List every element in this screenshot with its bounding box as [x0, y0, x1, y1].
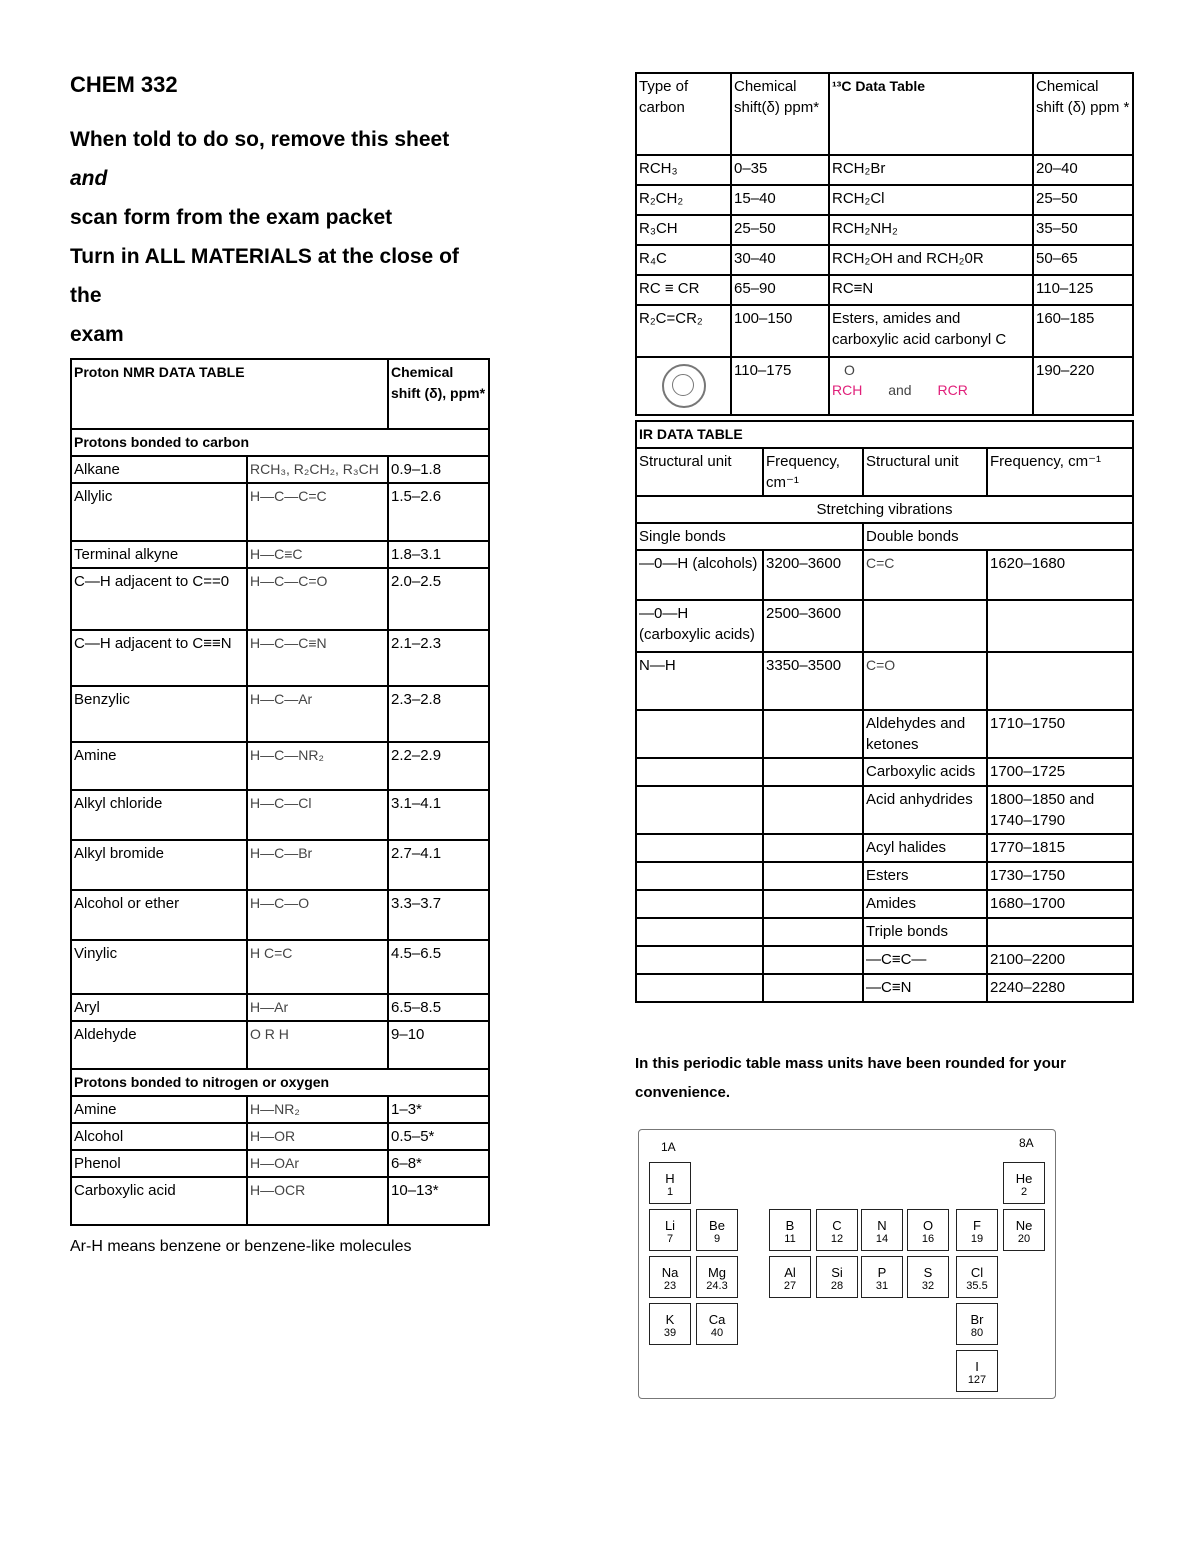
- periodic-note: In this periodic table mass units have been rounded for your convenience.: [635, 1055, 1066, 1101]
- ir-freq: 2500–3600: [763, 600, 863, 652]
- ir-row: [636, 600, 1133, 652]
- nmr-type: Vinylic: [71, 940, 247, 994]
- ir-row: [636, 946, 1133, 974]
- c13-row: [636, 185, 1133, 215]
- ir-unit2: Acid anhydrides: [863, 786, 987, 834]
- nmr-row: [71, 483, 489, 541]
- c13-shift: 15–40: [731, 185, 829, 215]
- element-mass: 27: [783, 1280, 797, 1292]
- ir-unit2: Acyl halides: [863, 834, 987, 862]
- ir-double-bonds: Double bonds: [863, 523, 1133, 550]
- nmr-row: [71, 686, 489, 742]
- c13-type: RCH₃: [636, 155, 731, 185]
- nmr-shift: 0.9–1.8: [388, 456, 489, 483]
- ir-freq2: 1730–1750: [987, 862, 1133, 890]
- nmr-row: [71, 790, 489, 840]
- c13-carbonyl-structures: O RCH and RCR: [829, 357, 1033, 415]
- c13-col-shift: Chemical shift(δ) ppm*: [731, 73, 829, 155]
- element-symbol: O: [922, 1218, 934, 1233]
- nmr-structure: H C=C: [247, 940, 388, 994]
- ir-freq: [763, 946, 863, 974]
- element-mass: 16: [921, 1233, 935, 1245]
- ir-freq: 3200–3600: [763, 550, 863, 600]
- ir-freq: [763, 974, 863, 1002]
- c13-row: [636, 275, 1133, 305]
- nmr-row: [71, 456, 489, 483]
- nmr-row: [71, 1177, 489, 1225]
- element-symbol: Be: [709, 1218, 725, 1233]
- nmr-type: C—H adjacent to C==0: [71, 568, 247, 630]
- nmr-structure: RCH₃, R₂CH₂, R₃CH: [247, 456, 388, 483]
- nmr-structure: H—C≡C: [247, 541, 388, 568]
- element-mass: 1: [666, 1186, 674, 1198]
- element-mass: 7: [666, 1233, 674, 1245]
- element-symbol: P: [877, 1265, 887, 1280]
- nmr-type: Terminal alkyne: [71, 541, 247, 568]
- ir-freq2: 1700–1725: [987, 758, 1133, 786]
- ir-freq2: [987, 600, 1133, 652]
- nmr-structure: H—C—NR₂: [247, 742, 388, 790]
- nmr-type: Aldehyde: [71, 1021, 247, 1069]
- ir-unit: N—H: [636, 652, 763, 710]
- ir-row: [636, 974, 1133, 1002]
- nmr-shift: 1–3*: [388, 1096, 489, 1123]
- element-cell: [649, 1162, 691, 1204]
- right-column: [635, 72, 1132, 1399]
- c13-type2: RCH₂Br: [829, 155, 1033, 185]
- ir-freq2: [987, 652, 1133, 710]
- ir-unit2: Aldehydes and ketones: [863, 710, 987, 758]
- ir-unit2: Carboxylic acids: [863, 758, 987, 786]
- nmr-structure: H—OR: [247, 1123, 388, 1150]
- ir-freq2: [987, 918, 1133, 946]
- ir-single-bonds: Single bonds: [636, 523, 863, 550]
- ir-unit: [636, 758, 763, 786]
- nmr-type: Carboxylic acid: [71, 1177, 247, 1225]
- course-title: CHEM 332: [70, 72, 178, 97]
- element-cell: [907, 1209, 949, 1251]
- ir-unit: [636, 786, 763, 834]
- nmr-row: [71, 742, 489, 790]
- c13-shift2: 160–185: [1033, 305, 1133, 357]
- nmr-shift: 6–8*: [388, 1150, 489, 1177]
- ir-unit: [636, 834, 763, 862]
- ir-row: [636, 758, 1133, 786]
- nmr-structure: H—Ar: [247, 994, 388, 1021]
- ir-freq2: 2100–2200: [987, 946, 1133, 974]
- c13-row: [636, 245, 1133, 275]
- element-cell: [861, 1209, 903, 1251]
- ir-freq2: 1800–1850 and 1740–1790: [987, 786, 1133, 834]
- element-mass: 11: [784, 1233, 796, 1245]
- element-mass: 40: [710, 1327, 724, 1339]
- c13-shift2: 50–65: [1033, 245, 1133, 275]
- c13-shift2: 35–50: [1033, 215, 1133, 245]
- nmr-shift: 2.7–4.1: [388, 840, 489, 890]
- element-cell: [1003, 1209, 1045, 1251]
- c13-type2: RCH₂NH₂: [829, 215, 1033, 245]
- element-mass: 28: [830, 1280, 844, 1292]
- nmr-shift: 3.1–4.1: [388, 790, 489, 840]
- c13-table: [635, 72, 1134, 416]
- element-symbol: Ne: [1015, 1218, 1033, 1233]
- element-symbol: H: [665, 1171, 675, 1186]
- c13-row: [636, 215, 1133, 245]
- ir-unit2: —C≡N: [863, 974, 987, 1002]
- c13-type2: RC≡N: [829, 275, 1033, 305]
- element-symbol: K: [665, 1312, 675, 1327]
- element-mass: 24.3: [706, 1280, 728, 1292]
- element-symbol: Li: [664, 1218, 676, 1233]
- element-mass: 80: [970, 1327, 984, 1339]
- ir-freq: 3350–3500: [763, 652, 863, 710]
- ir-row: [636, 786, 1133, 834]
- element-mass: 2: [1020, 1186, 1028, 1198]
- ir-unit2: C=C: [863, 550, 987, 600]
- c13-shift: 65–90: [731, 275, 829, 305]
- nmr-type: Allylic: [71, 483, 247, 541]
- element-mass: 20: [1017, 1233, 1031, 1245]
- ir-unit: —0—H (carboxylic acids): [636, 600, 763, 652]
- element-cell: [696, 1256, 738, 1298]
- nmr-row: [71, 940, 489, 994]
- element-symbol: Br: [970, 1312, 984, 1327]
- element-cell: [956, 1256, 998, 1298]
- nmr-shift: 2.2–2.9: [388, 742, 489, 790]
- c13-shift: 25–50: [731, 215, 829, 245]
- element-mass: 39: [663, 1327, 677, 1339]
- ir-freq: [763, 834, 863, 862]
- c13-shift: 0–35: [731, 155, 829, 185]
- c13-type2: RCH₂OH and RCH₂0R: [829, 245, 1033, 275]
- nmr-shift: 2.0–2.5: [388, 568, 489, 630]
- nmr-type: Benzylic: [71, 686, 247, 742]
- ir-unit2: Amides: [863, 890, 987, 918]
- element-cell: [696, 1303, 738, 1345]
- ir-unit: [636, 862, 763, 890]
- c13-row: [636, 155, 1133, 185]
- nmr-structure: H—C—Br: [247, 840, 388, 890]
- ir-freq: [763, 918, 863, 946]
- element-cell: [649, 1209, 691, 1251]
- element-cell: [1003, 1162, 1045, 1204]
- proton-nmr-table: [70, 358, 490, 1226]
- nmr-structure: H—OAr: [247, 1150, 388, 1177]
- ir-freq: [763, 862, 863, 890]
- nmr-type: Aryl: [71, 994, 247, 1021]
- ir-freq: [763, 890, 863, 918]
- ir-unit2: —C≡C—: [863, 946, 987, 974]
- c13-type: R₃CH: [636, 215, 731, 245]
- ir-col-unit2: Structural unit: [863, 448, 987, 496]
- nmr-shift: 0.5–5*: [388, 1123, 489, 1150]
- c13-type2: RCH₂Cl: [829, 185, 1033, 215]
- ir-row: [636, 710, 1133, 758]
- c13-benzene-shift: 110–175: [731, 357, 829, 415]
- ir-col-freq: Frequency, cm⁻¹: [763, 448, 863, 496]
- nmr-structure: H—C—C=C: [247, 483, 388, 541]
- ir-freq: [763, 758, 863, 786]
- ir-freq: [763, 710, 863, 758]
- nmr-row: [71, 541, 489, 568]
- nmr-type: Alkyl chloride: [71, 790, 247, 840]
- element-cell: [956, 1209, 998, 1251]
- nmr-structure: O R H: [247, 1021, 388, 1069]
- left-column: [70, 72, 488, 1256]
- instructions: When told to do so, remove this sheet and scan form from the exam packet Turn in ALL MATERIALS at the close of the exam: [70, 128, 459, 346]
- ir-unit: [636, 918, 763, 946]
- c13-type2: Esters, amides and carboxylic acid carbonyl C: [829, 305, 1033, 357]
- ir-freq: [763, 786, 863, 834]
- nmr-row: [71, 840, 489, 890]
- nmr-row: [71, 1123, 489, 1150]
- c13-type: RC ≡ CR: [636, 275, 731, 305]
- element-symbol: S: [923, 1265, 933, 1280]
- c13-carbonyl-shift: 190–220: [1033, 357, 1133, 415]
- nmr-row: [71, 1021, 489, 1069]
- nmr-structure: H—C—C=O: [247, 568, 388, 630]
- element-mass: 12: [830, 1233, 844, 1245]
- element-symbol: Na: [661, 1265, 679, 1280]
- element-cell: [816, 1256, 858, 1298]
- c13-shift2: 20–40: [1033, 155, 1133, 185]
- ir-unit2: [863, 600, 987, 652]
- ir-unit2: Triple bonds: [863, 918, 987, 946]
- nmr-section-n-o: Protons bonded to nitrogen or oxygen: [71, 1069, 489, 1096]
- element-symbol: He: [1015, 1171, 1033, 1186]
- c13-type: R₄C: [636, 245, 731, 275]
- element-mass: 31: [875, 1280, 889, 1292]
- nmr-structure: H—NR₂: [247, 1096, 388, 1123]
- element-symbol: B: [785, 1218, 795, 1233]
- element-mass: 32: [921, 1280, 935, 1292]
- nmr-shift: 3.3–3.7: [388, 890, 489, 940]
- element-cell: [769, 1256, 811, 1298]
- c13-shift2: 110–125: [1033, 275, 1133, 305]
- ir-row: [636, 918, 1133, 946]
- ir-row: [636, 862, 1133, 890]
- ir-freq2: 1710–1750: [987, 710, 1133, 758]
- ir-freq2: 1770–1815: [987, 834, 1133, 862]
- nmr-row: [71, 994, 489, 1021]
- ir-stretching: Stretching vibrations: [636, 496, 1133, 523]
- nmr-type: Phenol: [71, 1150, 247, 1177]
- ir-freq2: 1680–1700: [987, 890, 1133, 918]
- element-symbol: Mg: [707, 1265, 727, 1280]
- ir-table: [635, 420, 1134, 1003]
- ir-unit: [636, 946, 763, 974]
- element-cell: [956, 1350, 998, 1392]
- element-cell: [696, 1209, 738, 1251]
- element-mass: 19: [970, 1233, 984, 1245]
- group-8a-label: 8A: [1019, 1136, 1034, 1150]
- element-mass: 14: [875, 1233, 889, 1245]
- nmr-row: [71, 890, 489, 940]
- nmr-shift-header: Chemical shift (δ), ppm*: [388, 359, 489, 429]
- c13-shift: 100–150: [731, 305, 829, 357]
- element-symbol: N: [877, 1218, 887, 1233]
- element-mass: 35.5: [966, 1280, 988, 1292]
- ir-freq2: 1620–1680: [987, 550, 1133, 600]
- c13-row: [636, 305, 1133, 357]
- nmr-shift: 10–13*: [388, 1177, 489, 1225]
- ir-unit: [636, 974, 763, 1002]
- nmr-structure: H—C—Ar: [247, 686, 388, 742]
- element-mass: 23: [663, 1280, 677, 1292]
- nmr-shift: 9–10: [388, 1021, 489, 1069]
- c13-col-type: Type of carbon: [636, 73, 731, 155]
- element-cell: [769, 1209, 811, 1251]
- nmr-title: Proton NMR DATA TABLE: [71, 359, 388, 429]
- ir-unit: —0—H (alcohols): [636, 550, 763, 600]
- ir-col-unit: Structural unit: [636, 448, 763, 496]
- ir-col-freq2: Frequency, cm⁻¹: [987, 448, 1133, 496]
- nmr-section-carbon: Protons bonded to carbon: [71, 429, 489, 456]
- nmr-type: C—H adjacent to C≡≡N: [71, 630, 247, 686]
- nmr-type: Amine: [71, 1096, 247, 1123]
- nmr-type: Alcohol or ether: [71, 890, 247, 940]
- ir-title: IR DATA TABLE: [636, 421, 1133, 448]
- nmr-row: [71, 1150, 489, 1177]
- nmr-shift: 1.5–2.6: [388, 483, 489, 541]
- arh-note: Ar-H means benzene or benzene-like molecules: [70, 1238, 412, 1255]
- c13-shift: 30–40: [731, 245, 829, 275]
- nmr-structure: H—OCR: [247, 1177, 388, 1225]
- element-cell: [649, 1303, 691, 1345]
- element-cell: [649, 1256, 691, 1298]
- ir-freq2: 2240–2280: [987, 974, 1133, 1002]
- c13-shift2: 25–50: [1033, 185, 1133, 215]
- element-mass: 127: [967, 1374, 987, 1386]
- element-symbol: C: [832, 1218, 842, 1233]
- ir-unit2: C=O: [863, 652, 987, 710]
- nmr-type: Alcohol: [71, 1123, 247, 1150]
- ir-unit: [636, 710, 763, 758]
- nmr-type: Alkyl bromide: [71, 840, 247, 890]
- periodic-table: [638, 1129, 1056, 1399]
- ir-row: [636, 834, 1133, 862]
- element-symbol: F: [973, 1218, 981, 1233]
- ir-row: [636, 890, 1133, 918]
- ir-row: [636, 550, 1133, 600]
- benzene-ring-icon: [662, 364, 706, 408]
- element-symbol: Si: [831, 1265, 843, 1280]
- nmr-type: Amine: [71, 742, 247, 790]
- element-symbol: Al: [784, 1265, 796, 1280]
- nmr-row: [71, 568, 489, 630]
- nmr-type: Alkane: [71, 456, 247, 483]
- nmr-shift: 4.5–6.5: [388, 940, 489, 994]
- nmr-shift: 2.3–2.8: [388, 686, 489, 742]
- nmr-shift: 6.5–8.5: [388, 994, 489, 1021]
- group-1a-label: 1A: [661, 1140, 676, 1154]
- element-cell: [816, 1209, 858, 1251]
- element-cell: [861, 1256, 903, 1298]
- c13-type: R₂CH₂: [636, 185, 731, 215]
- ir-unit: [636, 890, 763, 918]
- nmr-structure: H—C—O: [247, 890, 388, 940]
- ir-unit2: Esters: [863, 862, 987, 890]
- nmr-shift: 1.8–3.1: [388, 541, 489, 568]
- element-mass: 9: [713, 1233, 721, 1245]
- nmr-shift: 2.1–2.3: [388, 630, 489, 686]
- nmr-structure: H—C—Cl: [247, 790, 388, 840]
- element-cell: [907, 1256, 949, 1298]
- element-symbol: Cl: [970, 1265, 984, 1280]
- element-cell: [956, 1303, 998, 1345]
- c13-benzene-cell: [636, 357, 731, 415]
- nmr-row: [71, 1096, 489, 1123]
- c13-type: R₂C=CR₂: [636, 305, 731, 357]
- c13-title: ¹³C Data Table: [829, 73, 1033, 155]
- c13-col-shift2: Chemical shift (δ) ppm *: [1033, 73, 1133, 155]
- ir-row: [636, 652, 1133, 710]
- element-symbol: Ca: [708, 1312, 726, 1327]
- nmr-structure: H—C—C≡N: [247, 630, 388, 686]
- element-symbol: I: [975, 1359, 979, 1374]
- nmr-row: [71, 630, 489, 686]
